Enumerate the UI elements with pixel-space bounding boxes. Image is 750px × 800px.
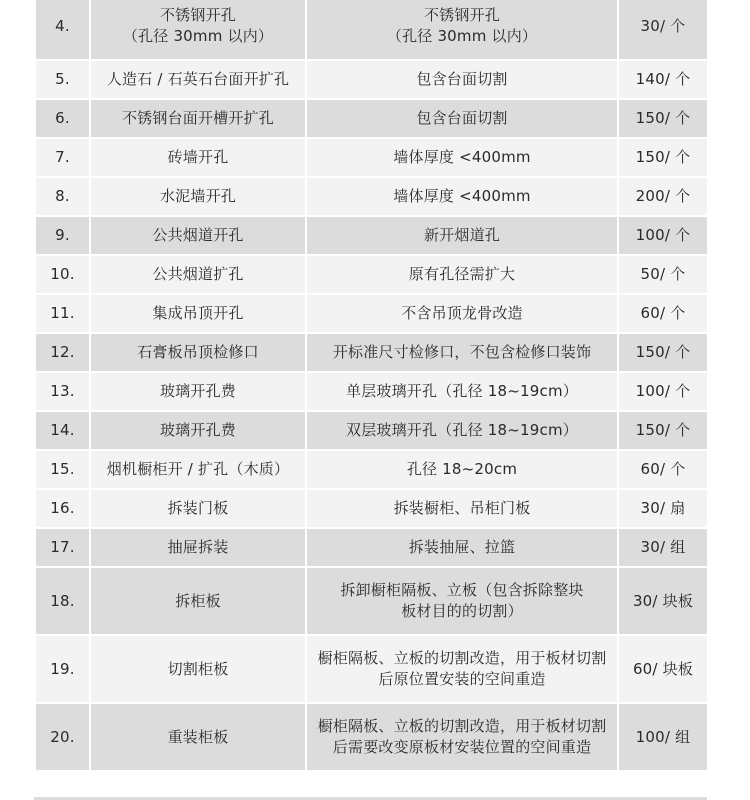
unit-price: 200/ 个 bbox=[618, 177, 708, 216]
item-description-line: 不含吊顶龙骨改造 bbox=[401, 304, 523, 322]
item-description-line: 拆卸橱柜隔板、立板（包含拆除整块 bbox=[340, 581, 584, 599]
row-number: 12. bbox=[35, 333, 90, 372]
item-name bbox=[90, 177, 306, 216]
item-description bbox=[306, 450, 618, 489]
item-name bbox=[90, 635, 306, 703]
item-name-line: 拆柜板 bbox=[175, 591, 221, 610]
item-name bbox=[90, 216, 306, 255]
unit-price: 30/ 组 bbox=[618, 528, 708, 567]
table-row bbox=[35, 528, 708, 567]
item-name bbox=[90, 567, 306, 635]
item-description bbox=[306, 216, 618, 255]
item-name-line: 烟机橱柜开 / 扩孔（木质） bbox=[106, 460, 290, 478]
row-number: 9. bbox=[35, 216, 90, 255]
item-description bbox=[306, 0, 618, 60]
item-description bbox=[306, 489, 618, 528]
table-row bbox=[35, 372, 708, 411]
row-number: 8. bbox=[35, 177, 90, 216]
item-name-line: 石膏板吊顶检修口 bbox=[137, 343, 259, 361]
item-description bbox=[306, 635, 618, 703]
table-row bbox=[35, 333, 708, 372]
item-description-line: 包含台面切割 bbox=[416, 70, 508, 88]
item-description-line: （孔径 30mm 以内） bbox=[386, 27, 538, 45]
row-number: 14. bbox=[35, 411, 90, 450]
item-description-line: 包含台面切割 bbox=[416, 109, 508, 127]
unit-price: 30/ 个 bbox=[618, 0, 708, 60]
item-name-line: 不锈钢开孔 bbox=[159, 6, 236, 24]
item-description bbox=[306, 703, 618, 771]
item-description-line: 橱柜隔板、立板的切割改造，用于板材切割 bbox=[317, 717, 607, 735]
item-name-line: （孔径 30mm 以内） bbox=[122, 27, 274, 45]
table-row bbox=[35, 216, 708, 255]
service-price-table bbox=[34, 0, 709, 772]
item-name-line: 玻璃开孔费 bbox=[159, 382, 236, 400]
item-description-line: 橱柜隔板、立板的切割改造，用于板材切割 bbox=[317, 649, 607, 667]
row-number: 11. bbox=[35, 294, 90, 333]
item-name bbox=[90, 528, 306, 567]
item-name-line: 重装柜板 bbox=[167, 727, 229, 746]
item-name bbox=[90, 60, 306, 99]
table-row bbox=[35, 567, 708, 635]
item-description-line: 后需要改变原板材安装位置的空间重造 bbox=[332, 738, 592, 756]
unit-price: 150/ 个 bbox=[618, 411, 708, 450]
item-description-line: 板材目的的切割） bbox=[401, 602, 523, 620]
row-number: 16. bbox=[35, 489, 90, 528]
table-row bbox=[35, 294, 708, 333]
unit-price: 50/ 个 bbox=[618, 255, 708, 294]
row-number: 18. bbox=[35, 567, 90, 635]
item-name-line: 抽屉拆装 bbox=[167, 538, 229, 556]
item-name bbox=[90, 703, 306, 771]
row-number: 4. bbox=[35, 0, 90, 60]
item-description-line: 墙体厚度 <400mm bbox=[393, 148, 531, 166]
table-row bbox=[35, 138, 708, 177]
item-description-line: 新开烟道孔 bbox=[423, 226, 500, 244]
unit-price: 60/ 块板 bbox=[618, 635, 708, 703]
unit-price: 150/ 个 bbox=[618, 333, 708, 372]
unit-price: 150/ 个 bbox=[618, 99, 708, 138]
row-number: 17. bbox=[35, 528, 90, 567]
item-name bbox=[90, 255, 306, 294]
item-name-line: 切割柜板 bbox=[167, 659, 229, 678]
table-body bbox=[35, 0, 708, 771]
row-number: 20. bbox=[35, 703, 90, 771]
item-name bbox=[90, 411, 306, 450]
table-row bbox=[35, 177, 708, 216]
unit-price: 60/ 个 bbox=[618, 294, 708, 333]
table-row bbox=[35, 411, 708, 450]
item-name-line: 拆装门板 bbox=[167, 499, 229, 517]
item-description-line: 不锈钢开孔 bbox=[423, 6, 500, 24]
item-name-line: 集成吊顶开孔 bbox=[152, 304, 244, 322]
item-description bbox=[306, 294, 618, 333]
unit-price: 140/ 个 bbox=[618, 60, 708, 99]
item-description-line: 拆装橱柜、吊柜门板 bbox=[393, 499, 531, 517]
row-number: 15. bbox=[35, 450, 90, 489]
item-description-line: 开标准尺寸检修口，不包含检修口装饰 bbox=[332, 343, 592, 361]
item-description-line: 后原位置安装的空间重造 bbox=[378, 670, 546, 688]
item-description bbox=[306, 255, 618, 294]
item-description-line: 原有孔径需扩大 bbox=[408, 265, 516, 283]
unit-price: 30/ 块板 bbox=[618, 567, 708, 635]
table-row bbox=[35, 99, 708, 138]
item-description-line: 单层玻璃开孔（孔径 18~19cm） bbox=[346, 382, 578, 400]
item-description bbox=[306, 60, 618, 99]
item-description bbox=[306, 138, 618, 177]
unit-price: 30/ 扇 bbox=[618, 489, 708, 528]
item-description-line: 孔径 18~20cm bbox=[406, 460, 518, 478]
row-number: 5. bbox=[35, 60, 90, 99]
table-row bbox=[35, 635, 708, 703]
item-description bbox=[306, 372, 618, 411]
table-row bbox=[35, 489, 708, 528]
item-name-line: 公共烟道开孔 bbox=[152, 226, 244, 244]
item-description bbox=[306, 99, 618, 138]
unit-price: 100/ 个 bbox=[618, 216, 708, 255]
row-number: 13. bbox=[35, 372, 90, 411]
item-description bbox=[306, 528, 618, 567]
item-name bbox=[90, 333, 306, 372]
unit-price: 100/ 个 bbox=[618, 372, 708, 411]
unit-price: 60/ 个 bbox=[618, 450, 708, 489]
item-name bbox=[90, 372, 306, 411]
item-name-line: 砖墙开孔 bbox=[167, 148, 229, 166]
item-name-line: 玻璃开孔费 bbox=[159, 421, 236, 439]
item-name bbox=[90, 294, 306, 333]
item-name bbox=[90, 99, 306, 138]
unit-price: 150/ 个 bbox=[618, 138, 708, 177]
item-name-line: 水泥墙开孔 bbox=[159, 187, 236, 205]
item-name-line: 公共烟道扩孔 bbox=[152, 265, 244, 283]
item-description-line: 拆装抽屉、拉篮 bbox=[408, 538, 516, 556]
table-row bbox=[35, 450, 708, 489]
item-name-line: 不锈钢台面开槽开扩孔 bbox=[121, 109, 274, 127]
table-row bbox=[35, 0, 708, 60]
item-name bbox=[90, 0, 306, 60]
item-description bbox=[306, 567, 618, 635]
item-name bbox=[90, 450, 306, 489]
row-number: 7. bbox=[35, 138, 90, 177]
row-number: 6. bbox=[35, 99, 90, 138]
item-description bbox=[306, 411, 618, 450]
row-number: 10. bbox=[35, 255, 90, 294]
item-name bbox=[90, 138, 306, 177]
item-description bbox=[306, 177, 618, 216]
table-row bbox=[35, 60, 708, 99]
item-description-line: 双层玻璃开孔（孔径 18~19cm） bbox=[346, 421, 578, 439]
item-description bbox=[306, 333, 618, 372]
unit-price: 100/ 组 bbox=[618, 703, 708, 771]
item-name bbox=[90, 489, 306, 528]
row-number: 19. bbox=[35, 635, 90, 703]
item-description-line: 墙体厚度 <400mm bbox=[393, 187, 531, 205]
item-name-line: 人造石 / 石英石台面开扩孔 bbox=[106, 70, 290, 88]
table-row bbox=[35, 255, 708, 294]
table-row bbox=[35, 703, 708, 771]
